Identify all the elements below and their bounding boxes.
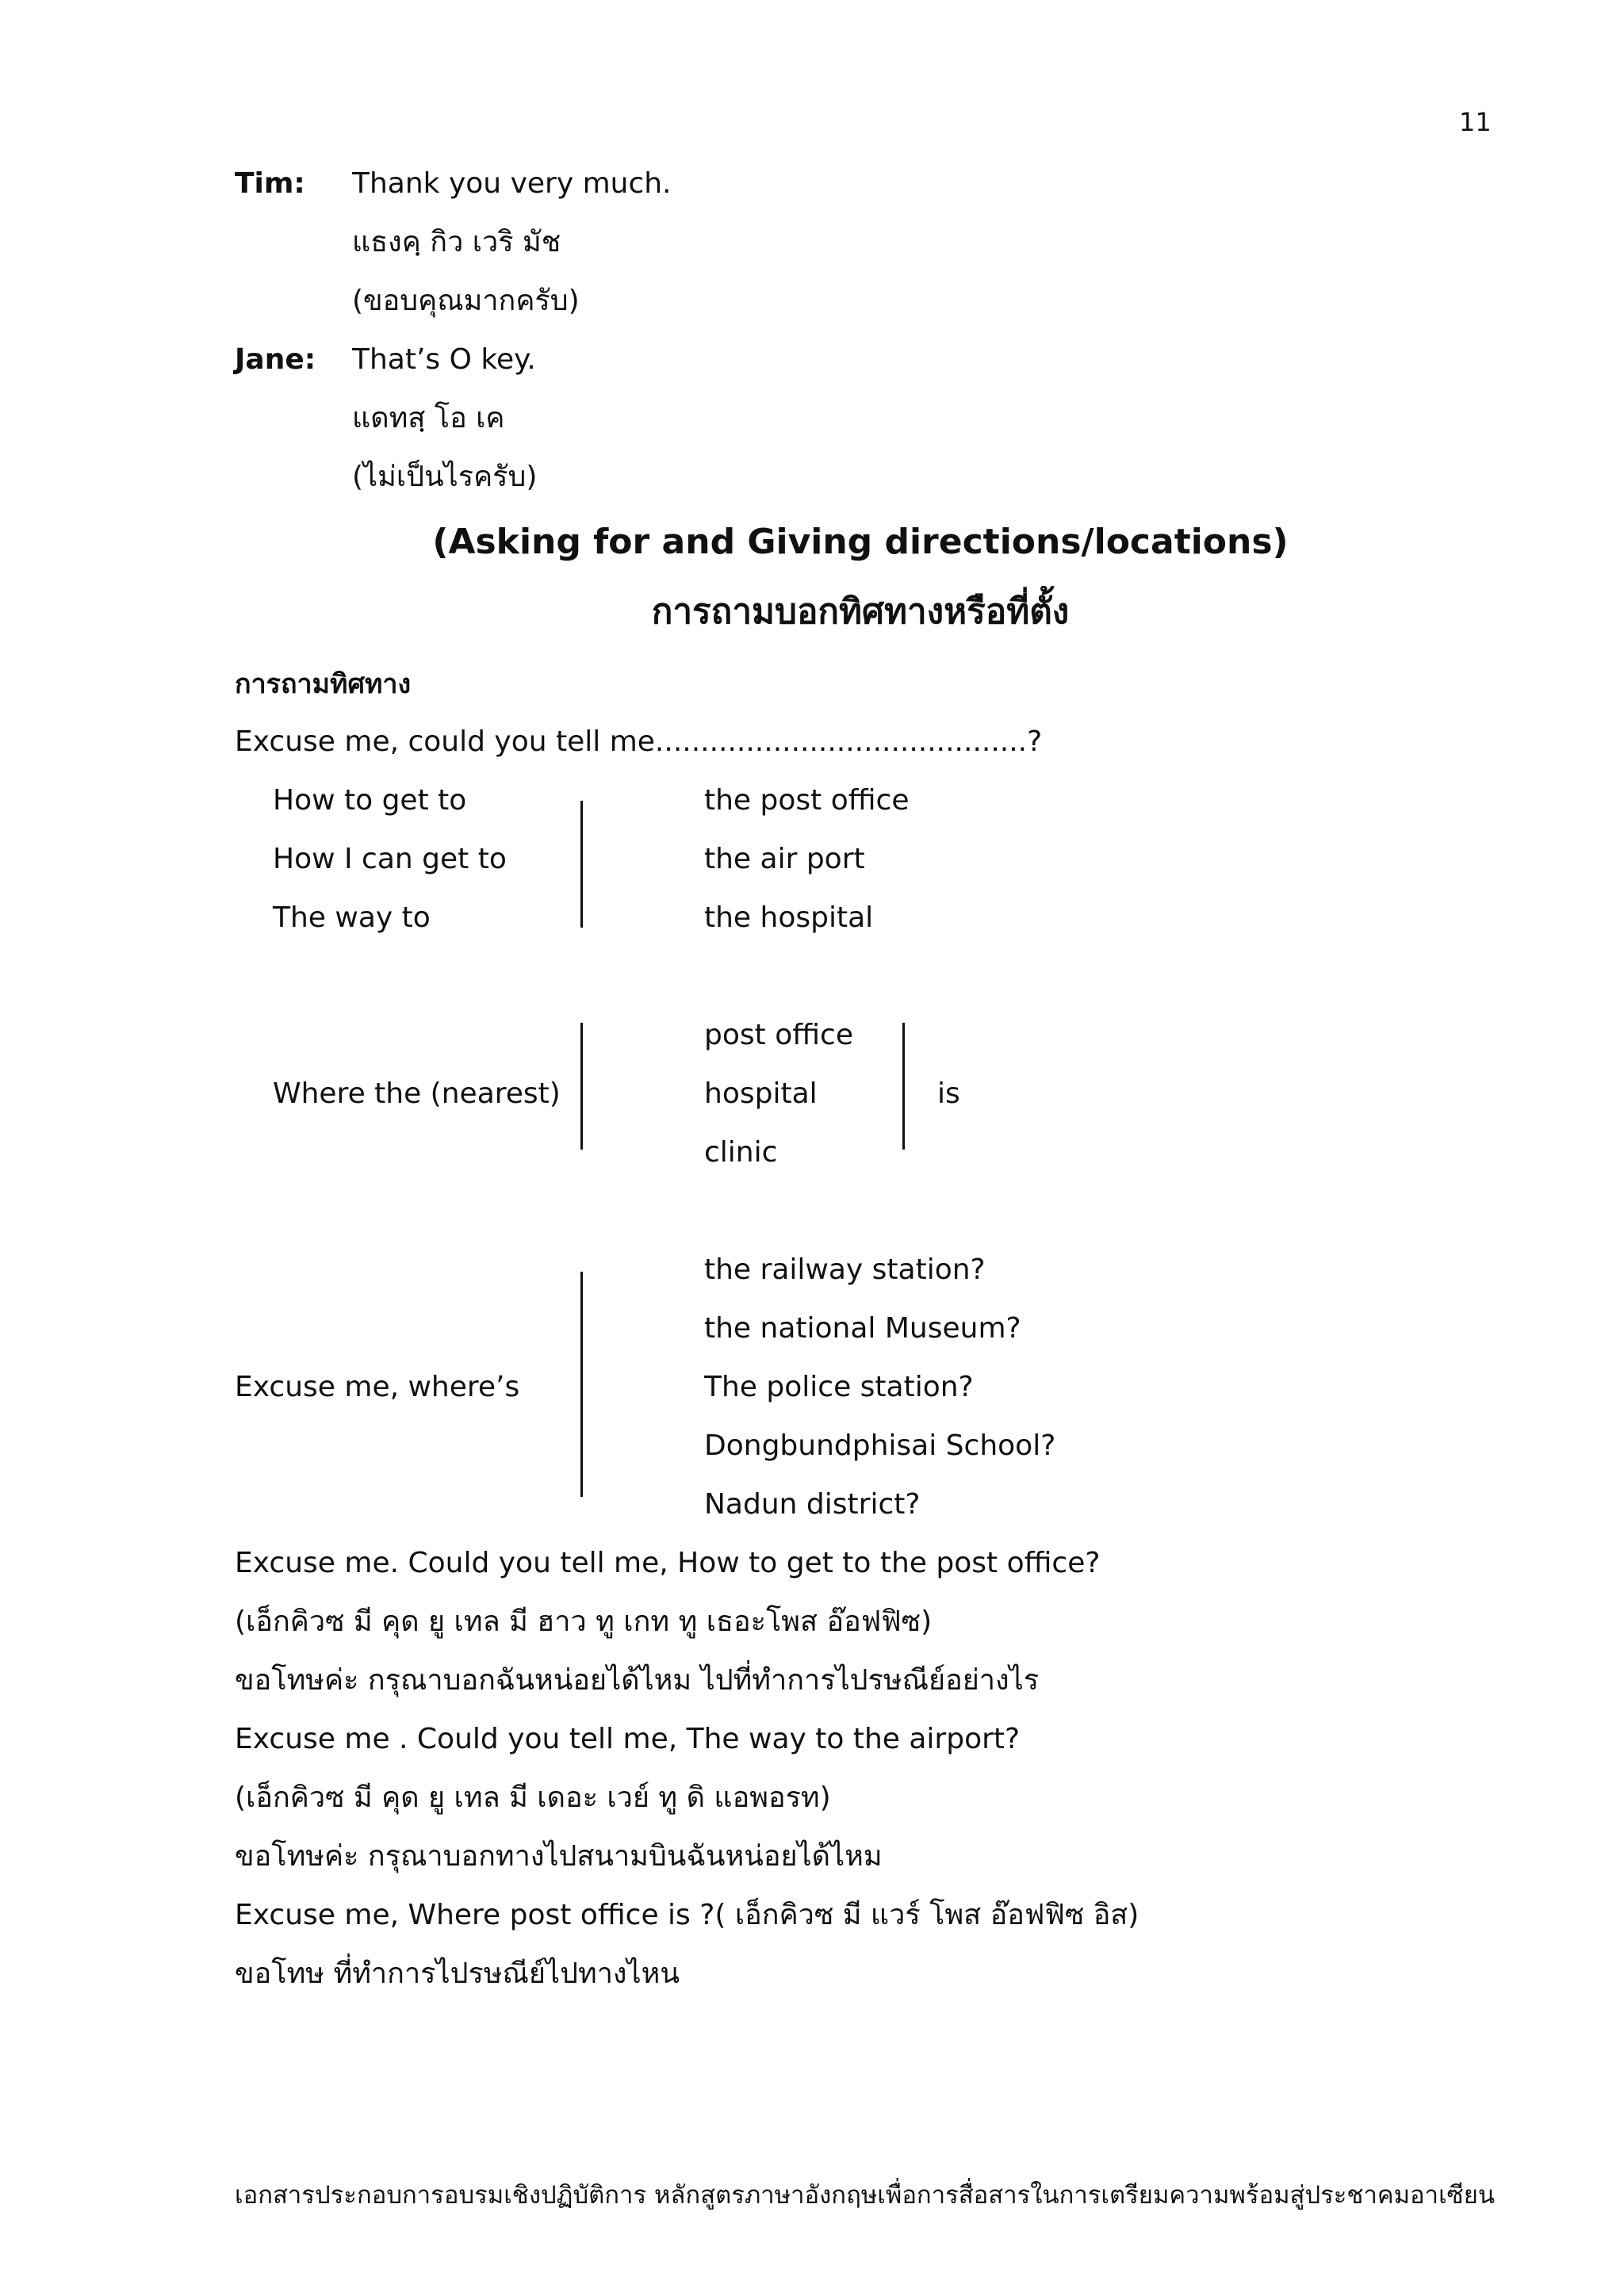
phrase-right: Dongbundphisai School? [704, 1429, 1056, 1462]
divider-line [580, 801, 583, 928]
phrase-left: The way to [273, 901, 431, 934]
phrase-right: is [937, 1077, 960, 1110]
speaker-jane: Jane: [235, 343, 316, 376]
phrase-right: the hospital [704, 901, 874, 934]
phrase-left: How to get to [273, 784, 467, 817]
dialogue-line: Thank you very much. [352, 167, 672, 200]
phrase-right: the air port [704, 843, 865, 875]
dialogue-line: (ไม่เป็นไรครับ) [352, 461, 538, 493]
speaker-tim: Tim: [235, 167, 305, 200]
page-footer: เอกสารประกอบการอบรมเชิงปฏิบัติการ หลักสูตรภาษาอังกฤษเพื่อการสื่อสารในการเตรียมความพร้อมสู่ประชาคมอาเซียน [235, 2181, 1496, 2210]
heading-thai: การถามบอกทิศทางหรือที่ตั้ง [651, 591, 1070, 632]
example-line: (เอ็กคิวซ มี คุด ยู เทล มี ฮาว ทู เกท ทู เธอะโพส อ๊อฟฟิซ) [235, 1605, 933, 1638]
intro-line: Excuse me, could you tell me.........................................? [235, 725, 1043, 758]
phrase-right: Nadun district? [704, 1488, 921, 1521]
subheading: การถามทิศทาง [235, 668, 412, 700]
dialogue-line: (ขอบคุณมากครับ) [352, 285, 580, 317]
example-line: Excuse me . Could you tell me, The way to the airport? [235, 1723, 1021, 1755]
divider-line [902, 1023, 905, 1150]
phrase-left: Excuse me, where’s [235, 1371, 520, 1403]
phrase-middle: clinic [704, 1136, 778, 1169]
phrase-left: How I can get to [273, 843, 507, 875]
divider-line [580, 1272, 583, 1497]
phrase-right: the national Museum? [704, 1312, 1021, 1345]
example-line: ขอโทษค่ะ กรุณาบอกฉันหน่อยได้ไหม ไปที่ทำการไปรษณีย์อย่างไร [235, 1664, 1040, 1697]
phrase-right: the post office [704, 784, 910, 817]
example-line: Excuse me, Where post office is ?( เอ็กคิวซ มี แวร์ โพส อ๊อฟฟิซ อิส) [235, 1899, 1139, 1931]
example-line: (เอ็กคิวซ มี คุด ยู เทล มี เดอะ เวย์ ทู ดิ แอพอรท) [235, 1781, 831, 1814]
phrase-middle: post office [704, 1019, 853, 1051]
phrase-middle: hospital [704, 1077, 818, 1110]
dialogue-line: แธงคฺ กิว เวริ มัช [352, 226, 561, 258]
page-number: 11 [1459, 107, 1492, 137]
divider-line [580, 1023, 583, 1150]
heading-english: (Asking for and Giving directions/locations) [432, 522, 1289, 562]
example-line: ขอโทษ ที่ทำการไปรษณีย์ไปทางไหน [235, 1957, 680, 1990]
dialogue-line: That’s O key. [352, 343, 536, 376]
phrase-right: the railway station? [704, 1253, 986, 1286]
example-line: ขอโทษค่ะ กรุณาบอกทางไปสนามบินฉันหน่อยได้ไหม [235, 1840, 883, 1873]
example-line: Excuse me. Could you tell me, How to get to the post office? [235, 1547, 1101, 1579]
phrase-left: Where the (nearest) [273, 1077, 561, 1110]
dialogue-line: แดทสฺ โอ เค [352, 402, 505, 434]
phrase-right: The police station? [704, 1371, 974, 1403]
